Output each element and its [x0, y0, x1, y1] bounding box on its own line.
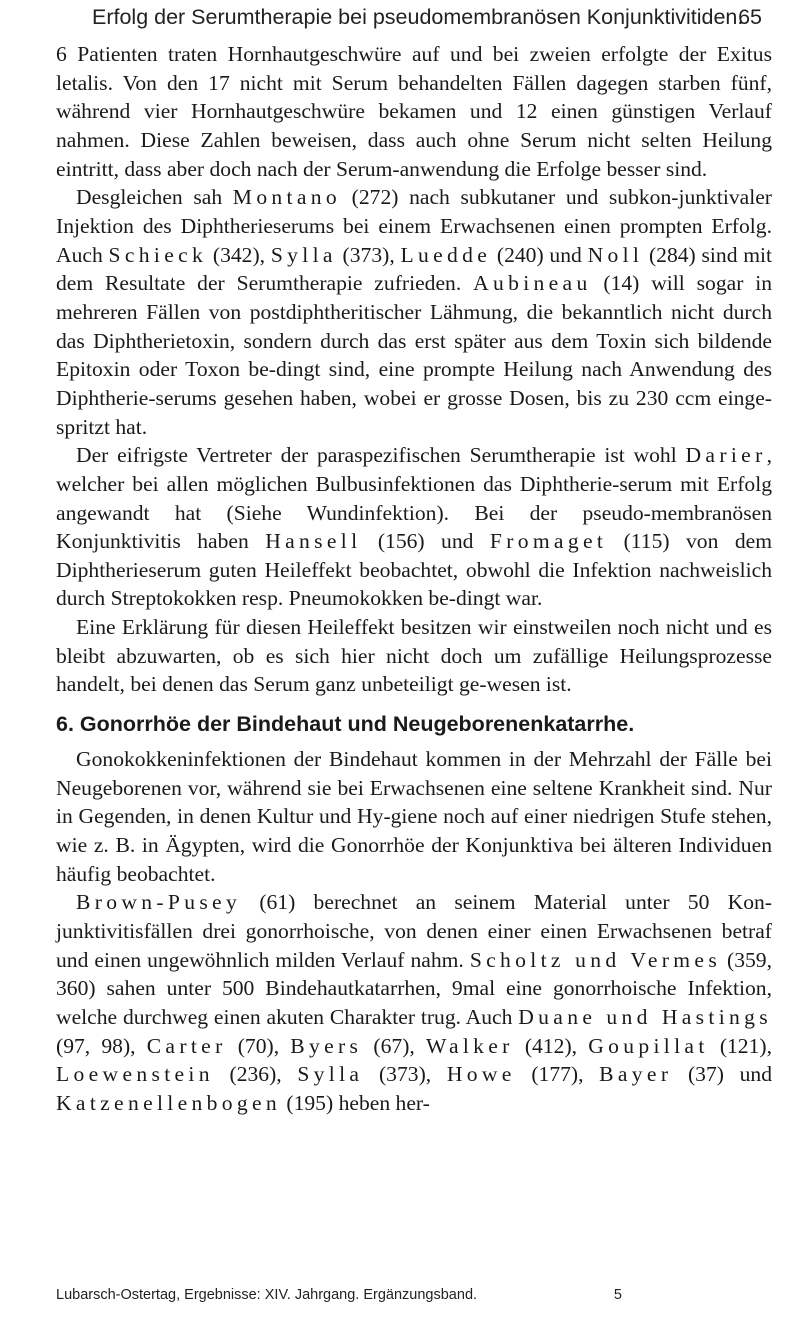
text-run: (156) und: [361, 529, 490, 554]
author-name: Goupillat: [588, 1033, 709, 1058]
paragraph-5: Gonokokkeninfektionen der Bindehaut kommen in der Mehrzahl der Fälle bei Neugeborenen vor, während sie bei Erwachsenen eine seltene Krankheit sind. Nur in Gegenden, in denen Kultur und Hy-giene noch auf einer niedrigen Stufe stehen, wie z. B. in Ägypten, wird die Gonorrhöe der Konjunktiva bei älteren Individuen häufig beobachtet.: [56, 747, 772, 886]
text-run: (177),: [515, 1062, 600, 1087]
text-run: (37) und: [672, 1062, 773, 1087]
author-name: Byers: [290, 1033, 363, 1058]
text-run: (240) und: [491, 242, 588, 267]
author-name: Fromaget: [489, 529, 608, 554]
author-name: Aubineau: [473, 271, 592, 296]
author-name: Scholtz und Vermes: [469, 947, 722, 972]
paragraph-3: [56, 441, 772, 613]
text-run: , welcher bei allen möglichen Bulbusinfektionen das Diphtherie-serum mit Erfolg angewandt hat (Siehe Wundinfektion). Bei der pseudo-membranösen Konjunktivitis haben: [56, 443, 772, 554]
author-name: Darier: [685, 443, 767, 468]
author-name: Noll: [587, 242, 644, 267]
text-run: (373),: [363, 1062, 447, 1087]
author-name: Hansell: [265, 529, 362, 554]
paragraph-6: [56, 888, 772, 1117]
author-name: Duane und Hastings: [518, 1005, 772, 1029]
text-run: (272) nach subkutaner und subkon-junktivaler Injektion des Diphtherieserums bei einem Erwachsenen einen prompten Erfolg. Auch: [56, 185, 772, 267]
author-name: Carter: [146, 1033, 227, 1058]
paragraph-1: 6 Patienten traten Hornhautgeschwüre auf und bei zweien erfolgte der Exitus letalis. Von den 17 nicht mit Serum behandelten Fällen dagegen starben fünf, während vier Hornhautgeschwüre bekamen und 12 einen günstigen Verlauf nahmen. Diese Zahlen beweisen, dass auch ohne Serum nicht selten Heilung eintritt, dass aber doch nach der Serum-anwendung die Erfolge besser sind.: [56, 42, 772, 181]
author-name: Sylla: [297, 1062, 364, 1087]
text-run: (342),: [207, 242, 271, 267]
text-run: (284) sind mit dem Resultate der Serumtherapie zufrieden.: [56, 242, 773, 296]
author-name: Walker: [425, 1033, 514, 1058]
author-name: Katzenellenbogen: [56, 1090, 281, 1115]
author-name: Montano: [232, 185, 342, 210]
author-name: Loewenstein: [56, 1062, 214, 1087]
text-run: (359, 360) sahen unter 500 Bindehautkatarrhen, 9mal eine gonorrhoische Infektion, welche durchweg einen akuten Charakter trug. Auch: [56, 947, 772, 1029]
text-run: Der eifrigste Vertreter der paraspezifischen Serumtherapie ist wohl: [76, 443, 686, 468]
author-name: Howe: [446, 1062, 516, 1087]
author-name: Brown-Pusey: [76, 890, 242, 915]
author-name: Luedde: [400, 242, 492, 267]
text-run: Desgleichen sah: [76, 185, 233, 210]
paragraph-2: [56, 183, 772, 441]
text-run: (61) berechnet an seinem Material unter 50 Kon-junktivitisfällen drei gonorrhoische, von denen einer einen Erwachsenen betraf und einen ungewöhnlich milden Verlauf nahm.: [56, 890, 772, 972]
body-text: [56, 40, 772, 1118]
page-number: 65: [738, 5, 762, 29]
text-run: (115) von dem Diphtherieserum guten Heileffekt beobachtet, obwohl die Infektion nachweislich durch Streptokokken resp. Pneumokokken be-dingt war.: [56, 529, 773, 611]
text-run: (121),: [708, 1033, 772, 1058]
author-name: Schieck: [108, 242, 208, 267]
text-run: (70),: [226, 1033, 291, 1058]
text-run: (97, 98),: [56, 1033, 147, 1058]
text-run: (236),: [213, 1062, 298, 1087]
section-heading: 6. Gonorrhöe der Bindehaut und Neugeborenenkatarrhe.: [56, 712, 635, 737]
running-head-title: Erfolg der Serumtherapie bei pseudomembranösen Konjunktivitiden.: [92, 5, 744, 29]
author-name: Sylla: [270, 242, 337, 267]
text-run: (195) heben her-: [281, 1090, 430, 1115]
text-run: (14) will sogar in mehreren Fällen von postdiphtheritischer Lähmung, die bekanntlich nicht durch das Diphtherietoxin, sondern durch das erst später aus dem Toxin sich bildende Epitoxin oder Toxon be-dingt sind, eine prompte Heilung nach Anwendung des Diphtherie-serums gesehen haben, wobei er grosse Dosen, bis zu 230 ccm einge-spritzt hat.: [56, 271, 773, 439]
footer-source: Lubarsch-Ostertag, Ergebnisse: XIV. Jahrgang. Ergänzungsband.: [56, 1287, 478, 1303]
text-run: (373),: [336, 242, 401, 267]
author-name: Bayer: [599, 1062, 673, 1087]
text-run: (67),: [362, 1033, 426, 1058]
paragraph-4: Eine Erklärung für diesen Heileffekt besitzen wir einstweilen noch nicht und es bleibt abzuwarten, ob es sich hier nicht doch um zufällige Heilungsprozesse handelt, bei denen das Serum ganz unbeteiligt ge-wesen ist.: [56, 615, 772, 697]
text-run: (412),: [513, 1033, 589, 1058]
footer-signature: 5: [613, 1287, 622, 1303]
